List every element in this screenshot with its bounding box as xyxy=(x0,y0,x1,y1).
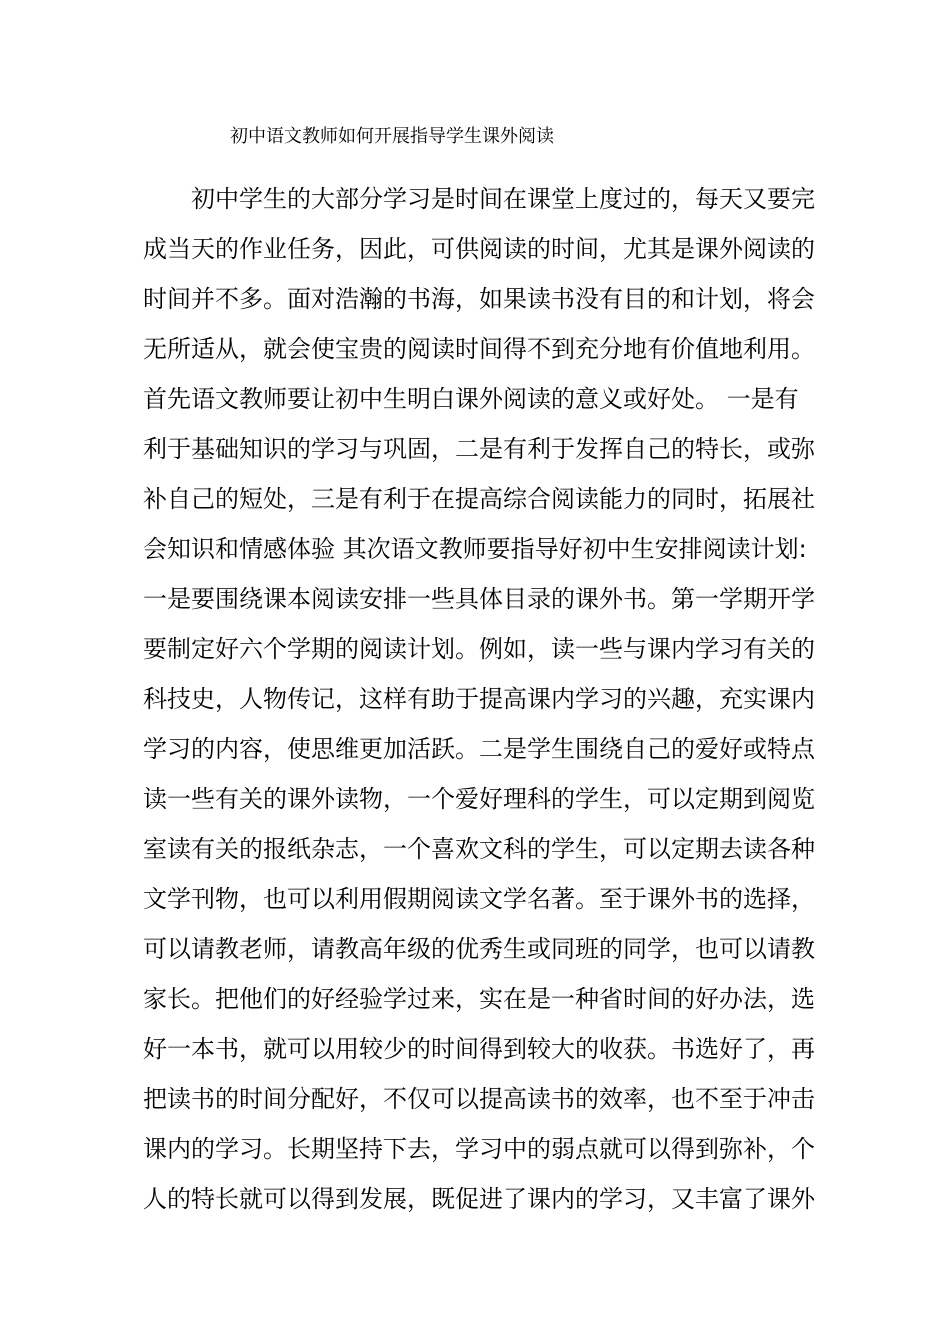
text-line: 好一本书，就可以用较少的时间得到较大的收获。书选好了，再 xyxy=(143,1035,815,1063)
text-line: 时间并不多。面对浩瀚的书海，如果读书没有目的和计划，将会 xyxy=(143,285,815,313)
text-line: 学习的内容，使思维更加活跃。二是学生围绕自己的爱好或特点 xyxy=(143,735,815,763)
text-line: 文学刊物，也可以利用假期阅读文学名著。至于课外书的选择， xyxy=(143,885,815,913)
document-body xyxy=(143,174,823,1224)
text-line: 可以请教老师，请教高年级的优秀生或同班的同学，也可以请教 xyxy=(143,935,815,963)
text-line: 把读书的时间分配好，不仅可以提高读书的效率，也不至于冲击 xyxy=(143,1085,815,1113)
text-line: 利于基础知识的学习与巩固，二是有利于发挥自己的特长，或弥 xyxy=(143,435,815,463)
text-line: 会知识和情感体验 其次语文教师要指导好初中生安排阅读计划: xyxy=(143,535,807,563)
text-line: 补自己的短处，三是有利于在提高综合阅读能力的同时，拓展社 xyxy=(143,485,815,513)
text-line: 人的特长就可以得到发展，既促进了课内的学习，又丰富了课外 xyxy=(143,1185,815,1213)
text-line: 读一些有关的课外读物，一个爱好理科的学生，可以定期到阅览 xyxy=(143,785,815,813)
text-line: 要制定好六个学期的阅读计划。例如，读一些与课内学习有关的 xyxy=(143,635,815,663)
document-title: 初中语文教师如何开展指导学生课外阅读 xyxy=(230,126,554,147)
text-line: 无所适从，就会使宝贵的阅读时间得不到充分地有价值地利用。 xyxy=(143,335,815,363)
text-line: 室读有关的报纸杂志，一个喜欢文科的学生，可以定期去读各种 xyxy=(143,835,815,863)
text-line: 成当天的作业任务，因此，可供阅读的时间，尤其是课外阅读的 xyxy=(143,235,815,263)
text-line: 家长。把他们的好经验学过来，实在是一种省时间的好办法，选 xyxy=(143,985,815,1013)
text-line: 初中学生的大部分学习是时间在课堂上度过的，每天又要完 xyxy=(143,185,815,213)
text-line: 一是要围绕课本阅读安排一些具体目录的课外书。第一学期开学 xyxy=(143,585,815,613)
text-line: 首先语文教师要让初中生明白课外阅读的意义或好处。 一是有 xyxy=(143,385,799,413)
text-line: 课内的学习。长期坚持下去，学习中的弱点就可以得到弥补，个 xyxy=(143,1135,815,1163)
text-line: 科技史，人物传记，这样有助于提高课内学习的兴趣，充实课内 xyxy=(143,685,815,713)
